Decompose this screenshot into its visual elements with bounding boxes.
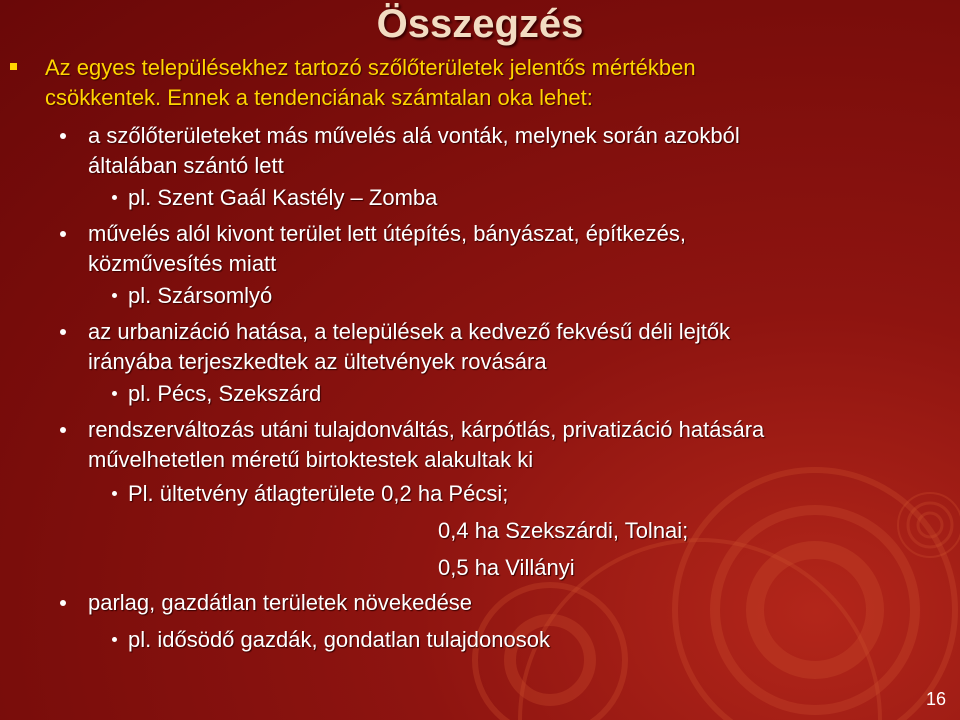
- item-3-line-1: az urbanizáció hatása, a települések a kedvező fekvésű déli lejtők: [88, 319, 731, 344]
- intro-line-2: csökkentek. Ennek a tendenciának számtalan oka lehet:: [45, 85, 593, 110]
- item-1-line-1: a szőlőterületeket más művelés alá vonták, melynek során azokból: [88, 123, 740, 148]
- slide-title: Összegzés: [376, 2, 584, 46]
- sub-bullet-dot-icon: [112, 637, 117, 642]
- bullet-dot-icon: [60, 329, 66, 335]
- sub-bullet-dot-icon: [112, 491, 117, 496]
- bullet-dot-icon: [60, 133, 66, 139]
- item-4-line-2: művelhetetlen méretű birtoktestek alakultak ki: [88, 447, 534, 472]
- item-2-line-1: művelés alól kivont terület lett útépítés, bányászat, építkezés,: [88, 221, 686, 246]
- intro-line-1: Az egyes településekhez tartozó szőlőterületek jelentős mértékben: [45, 55, 696, 80]
- item-3-sub: pl. Pécs, Szekszárd: [128, 381, 322, 406]
- bullet-dot-icon: [60, 231, 66, 237]
- bullet-dot-icon: [60, 600, 66, 606]
- item-4-sub-2: 0,4 ha Szekszárdi, Tolnai;: [438, 518, 689, 543]
- item-5-sub: pl. idősödő gazdák, gondatlan tulajdonosok: [128, 627, 550, 652]
- page-number: 16: [925, 689, 946, 709]
- square-bullet-icon: [10, 63, 17, 70]
- item-4-line-1: rendszerváltozás utáni tulajdonváltás, kárpótlás, privatizáció hatására: [88, 417, 765, 442]
- sub-bullet-dot-icon: [112, 293, 117, 298]
- item-1-line-2: általában szántó lett: [88, 153, 284, 178]
- item-2-sub: pl. Szársomlyó: [128, 283, 273, 308]
- bullet-dot-icon: [60, 427, 66, 433]
- item-5-line-1: parlag, gazdátlan területek növekedése: [88, 590, 473, 615]
- item-4-sub: Pl. ültetvény átlagterülete 0,2 ha Pécsi;: [128, 481, 509, 506]
- sub-bullet-dot-icon: [112, 391, 117, 396]
- sub-bullet-dot-icon: [112, 195, 117, 200]
- item-2-line-2: közművesítés miatt: [88, 251, 277, 276]
- item-4-sub-3: 0,5 ha Villányi: [438, 555, 575, 580]
- item-1-sub: pl. Szent Gaál Kastély – Zomba: [128, 185, 438, 210]
- item-3-line-2: irányába terjeszkedtek az ültetvények rovására: [88, 349, 547, 374]
